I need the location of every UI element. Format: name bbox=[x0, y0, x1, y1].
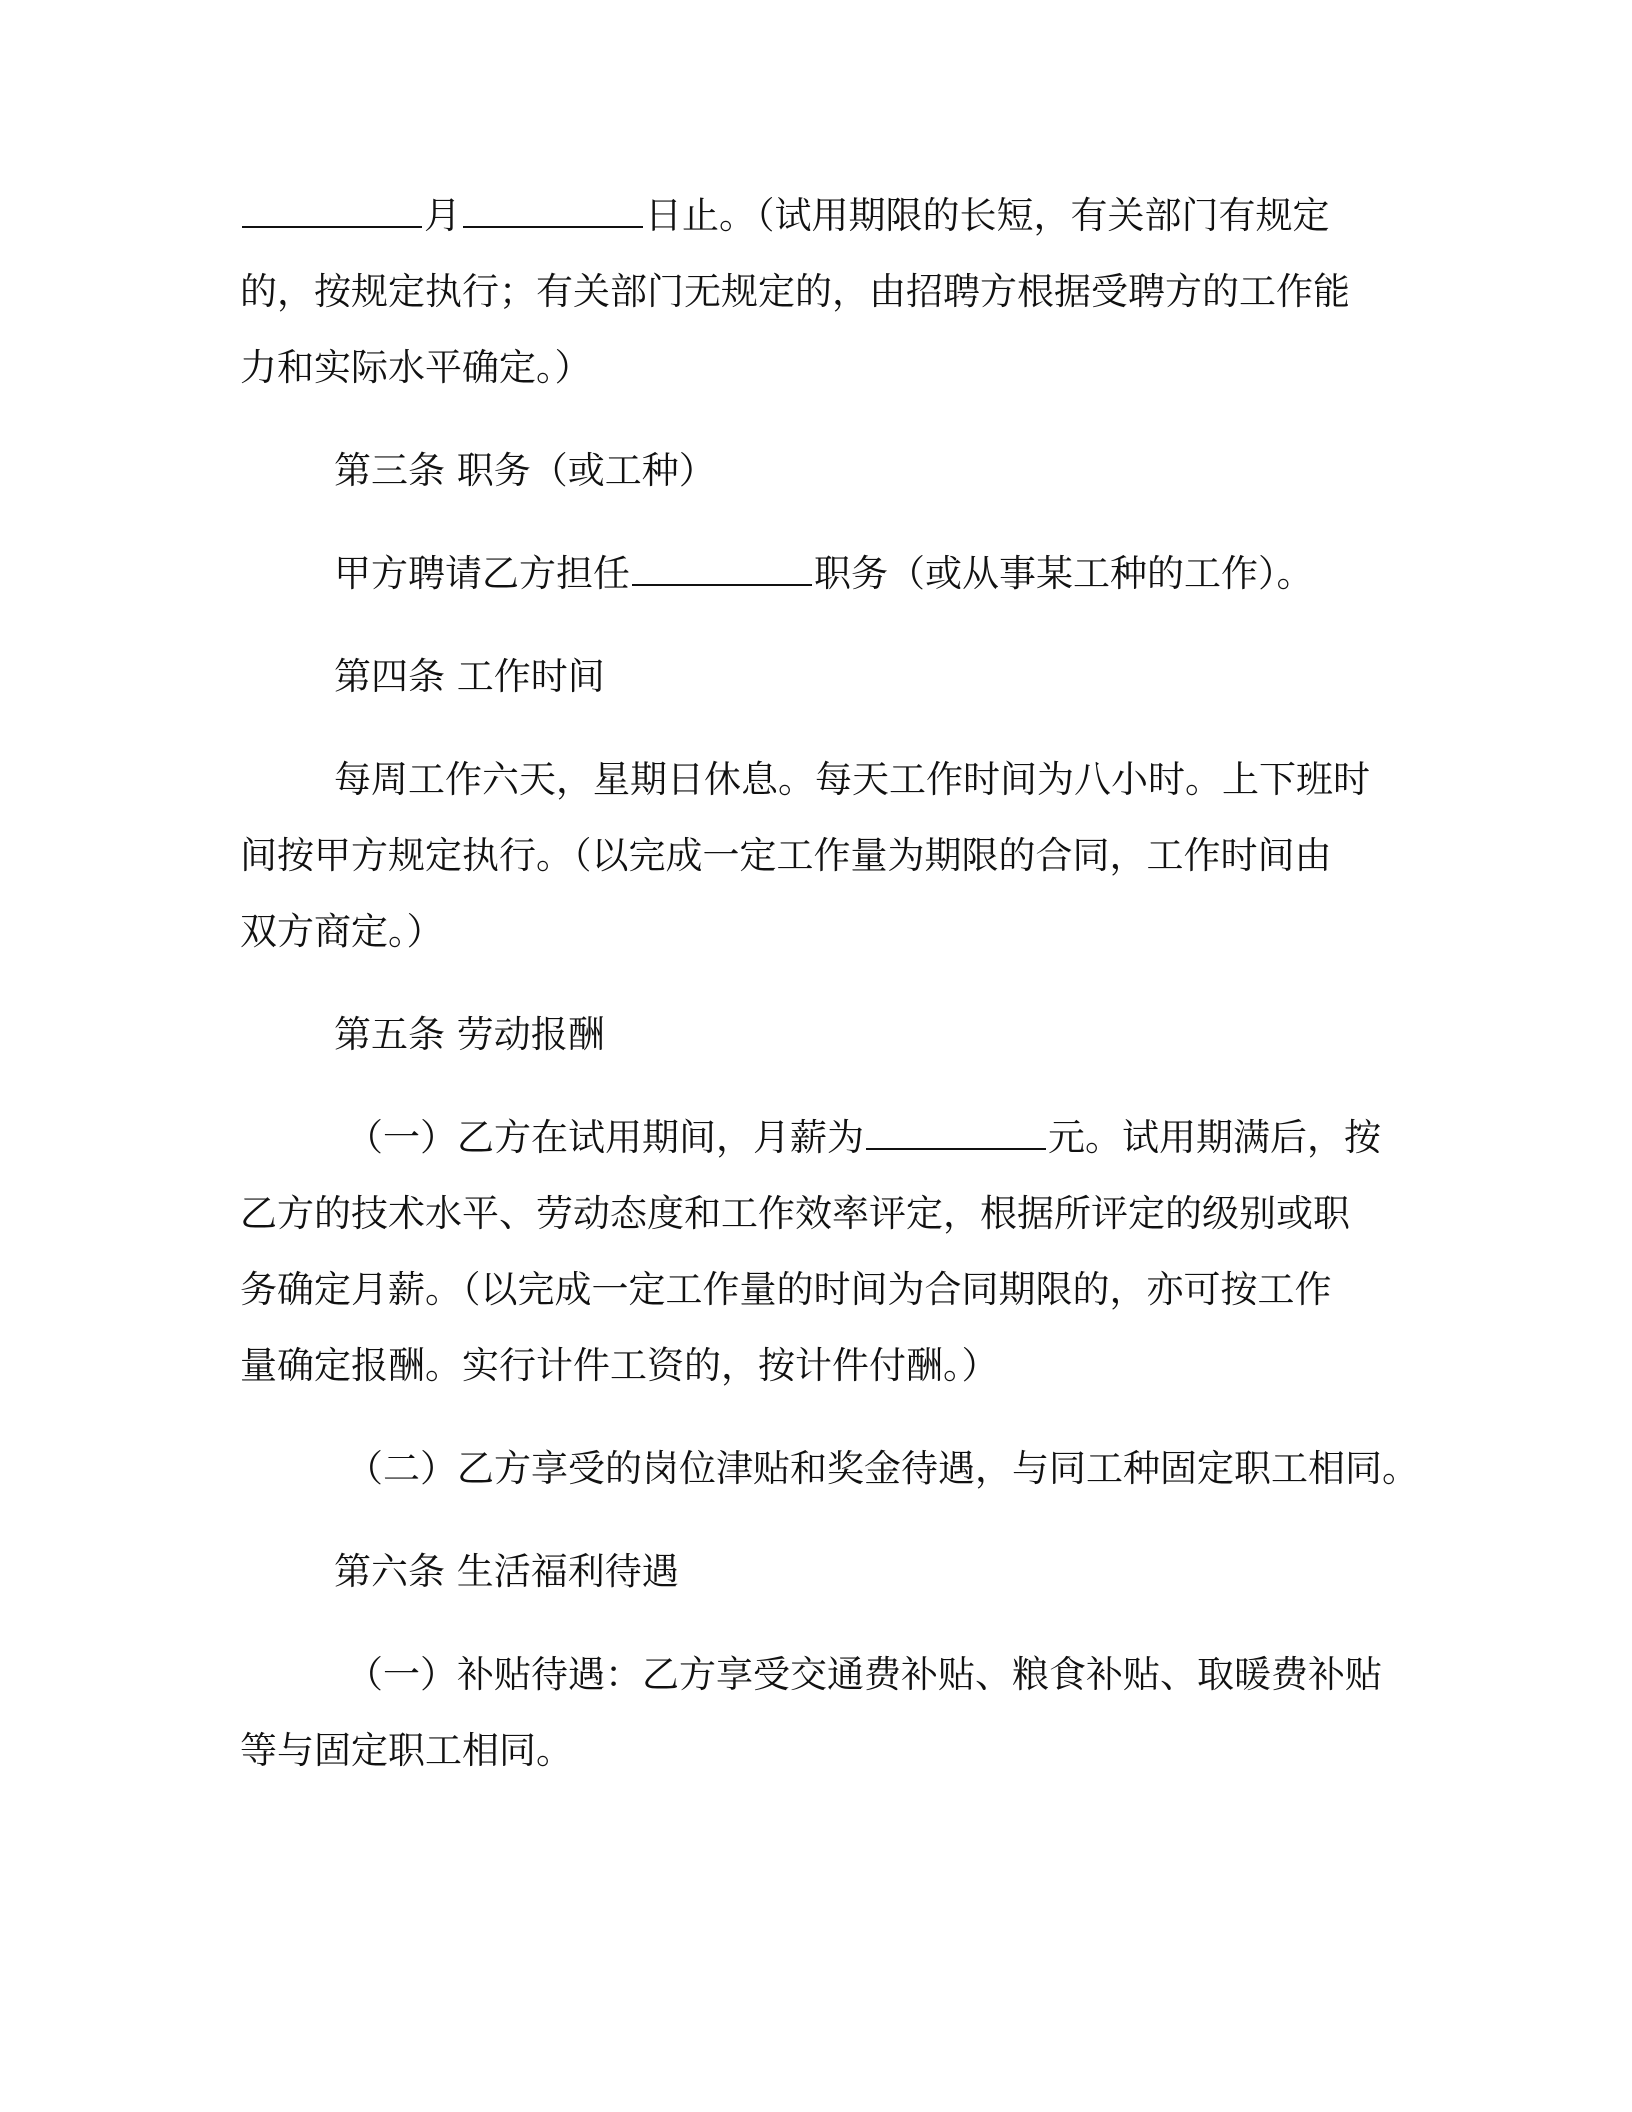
paragraph-line: 务确定月薪。（以完成一定工作量的时间为合同期限的，亦可按工作 bbox=[240, 1268, 1332, 1311]
paragraph-line: 的，按规定执行；有关部门无规定的，由招聘方根据受聘方的工作能 bbox=[240, 270, 1350, 313]
paragraph-line: 甲方聘请乙方担任 职务（或从事某工种的工作）。 bbox=[334, 544, 1314, 604]
paragraph-line: （二）乙方享受的岗位津贴和奖金待遇，与同工种固定职工相同。 bbox=[346, 1447, 1419, 1490]
paragraph-line: 月 日止。（试用期限的长短，有关部门有规定 bbox=[240, 186, 1330, 246]
paragraph-line: 力和实际水平确定。） bbox=[240, 346, 592, 389]
paragraph-line: 每周工作六天，星期日休息。每天工作时间为八小时。上下班时 bbox=[334, 758, 1370, 801]
article-heading: 第三条 职务（或工种） bbox=[334, 449, 716, 492]
article-heading: 第六条 生活福利待遇 bbox=[334, 1550, 679, 1593]
salary-blank bbox=[866, 1108, 1046, 1150]
paragraph-line: （一）乙方在试用期间，月薪为 元。试用期满后，按 bbox=[346, 1108, 1381, 1168]
paragraph-line: 间按甲方规定执行。（以完成一定工作量为期限的合同，工作时间由 bbox=[240, 834, 1332, 877]
article-heading: 第四条 工作时间 bbox=[334, 655, 605, 698]
paragraph-line: （一）补贴待遇：乙方享受交通费补贴、粮食补贴、取暖费补贴 bbox=[346, 1653, 1382, 1696]
paragraph-line: 乙方的技术水平、劳动态度和工作效率评定，根据所评定的级别或职 bbox=[240, 1192, 1350, 1235]
article-heading: 第五条 劳动报酬 bbox=[334, 1013, 605, 1056]
paragraph-line: 双方商定。） bbox=[240, 910, 444, 953]
date-blank bbox=[242, 186, 422, 228]
position-blank bbox=[632, 544, 812, 586]
paragraph-line: 量确定报酬。实行计件工资的，按计件付酬。） bbox=[240, 1344, 999, 1387]
paragraph-line: 等与固定职工相同。 bbox=[240, 1729, 573, 1772]
date-blank bbox=[463, 186, 643, 228]
